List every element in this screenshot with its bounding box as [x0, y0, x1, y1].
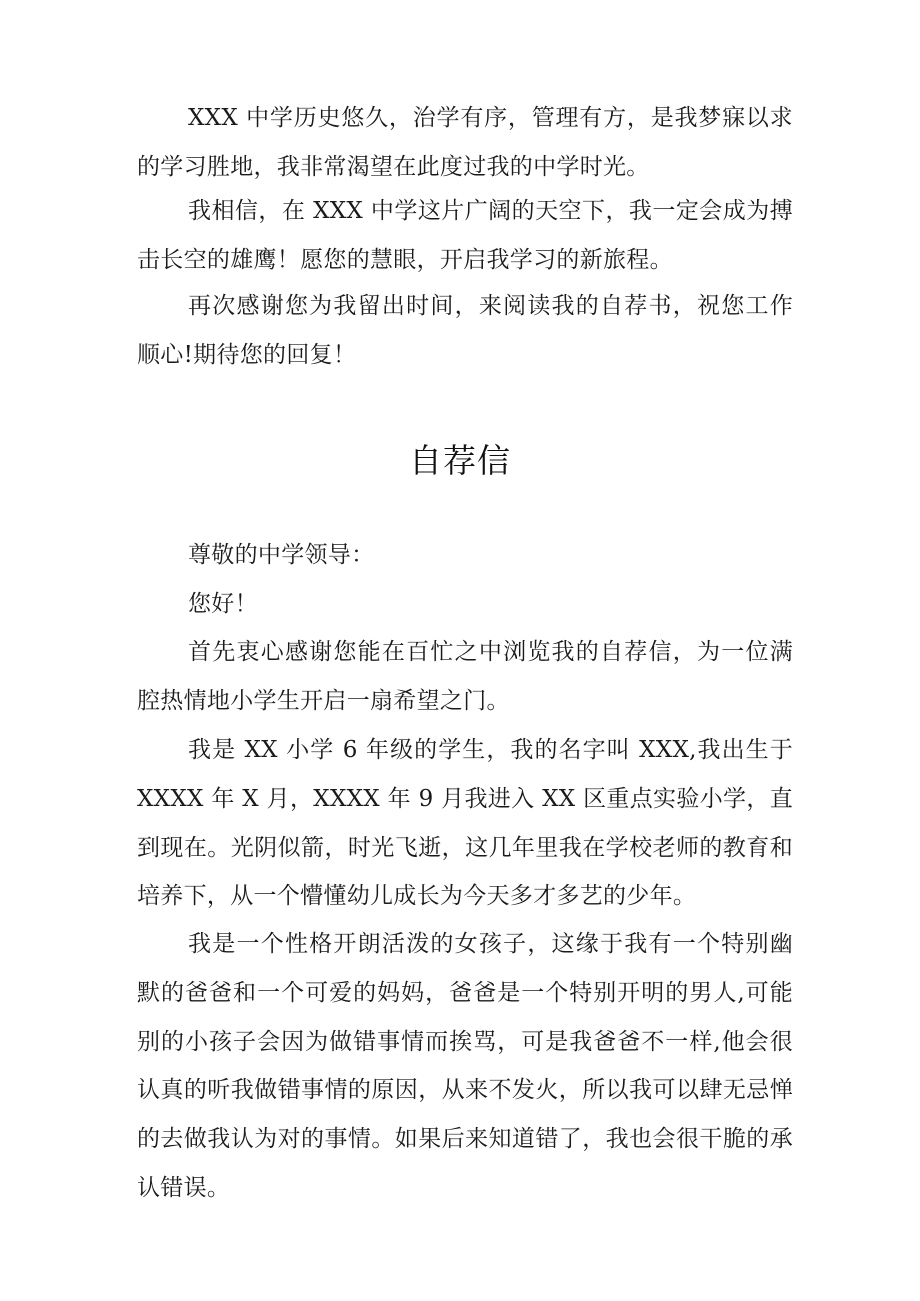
body-paragraph: 我是一个性格开朗活泼的女孩子，这缘于我有一个特别幽默的爸爸和一个可爱的妈妈，爸爸是一个特别开明的男人,可能别的小孩子会因为做错事情而挨骂，可是我爸爸不一样,他会很认真的听我做错事情的原因，从来不发火，所以我可以肆无忌惮的去做我认为对的事情。如果后来知道错了，我也会很干脆的承认错误。 — [137, 931, 793, 1201]
body-paragraph: 首先衷心感谢您能在百忙之中浏览我的自荐信，为一位满腔热情地小学生开启一扇希望之门。 — [137, 639, 793, 714]
intro-paragraph: XXX 中学历史悠久，治学有序，管理有方，是我梦寐以求的学习胜地，我非常渴望在此度过我的中学时光。 — [137, 105, 793, 180]
body-paragraph: 我是 XX 小学 6 年级的学生，我的名字叫 XXX,我出生于 XXXX 年 X 月，XXXX 年 9 月我进入 XX 区重点实验小学，直到现在。光阴似箭，时光飞逝，这几年里我在学校老师的教育和培养下，从一个懵懂幼儿成长为今天多才多艺的少年。 — [137, 737, 793, 910]
greeting: 您好！ — [188, 591, 258, 617]
salutation: 尊敬的中学领导： — [188, 542, 375, 568]
intro-paragraph: 再次感谢您为我留出时间，来阅读我的自荐书，祝您工作顺心!期待您的回复！ — [137, 293, 793, 368]
letter-title: 自荐信 — [409, 441, 511, 480]
intro-paragraph: 我相信，在 XXX 中学这片广阔的天空下，我一定会成为搏击长空的雄鹰！愿您的慧眼，开启我学习的新旅程。 — [137, 198, 793, 273]
